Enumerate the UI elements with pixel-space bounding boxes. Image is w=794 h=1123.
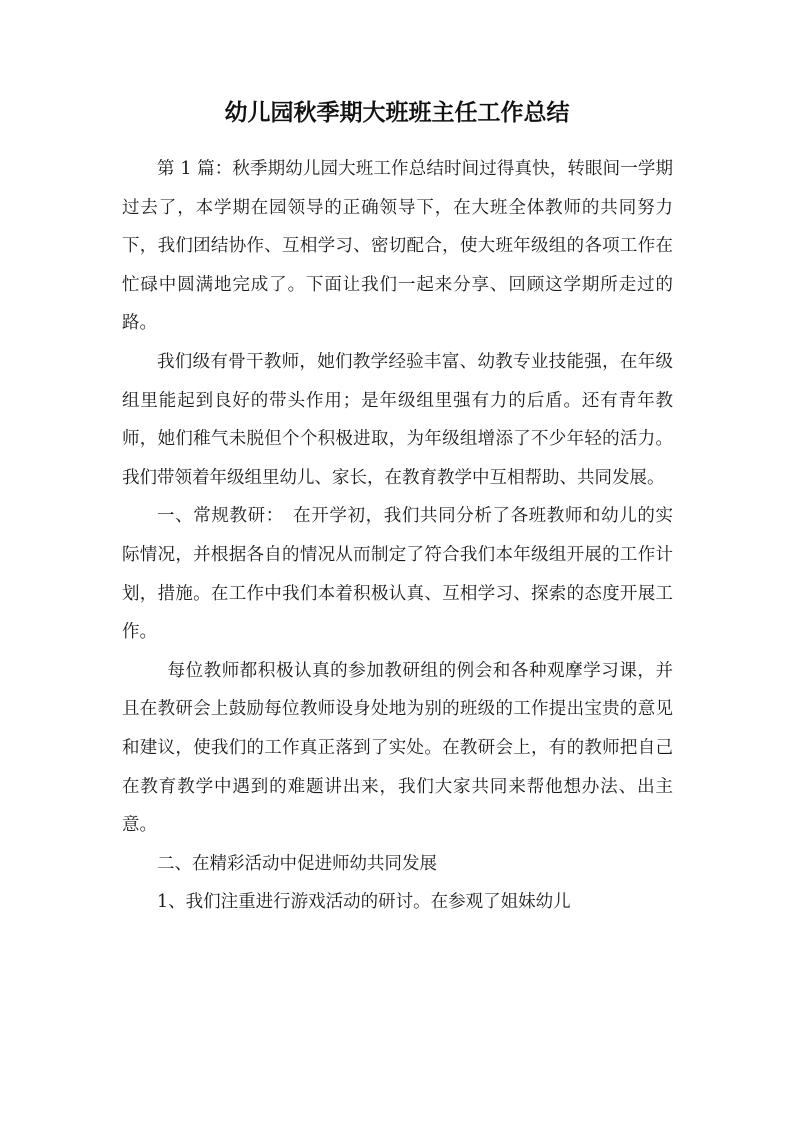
- document-body: [122, 150, 673, 922]
- paragraph-3: 一、常规教研： 在开学初，我们共同分析了各班教师和幼儿的实际情况，并根据各自的情况从而制定了符合我们本年级组开展的工作计划，措施。在工作中我们本着积极认真、互相学习、探索的态度开展工作。: [122, 506, 673, 643]
- paragraph-1: 第 1 篇：秋季期幼儿园大班工作总结时间过得真快，转眼间一学期过去了，本学期在园领导的正确领导下，在大班全体教师的共同努力下，我们团结协作、互相学习、密切配合，使大班年级组的各项工作在忙碌中圆满地完成了。下面让我们一起来分享、回顾这学期所走过的路。: [122, 159, 673, 334]
- paragraph-2: 我们级有骨干教师，她们教学经验丰富、幼教专业技能强，在年级组里能起到良好的带头作用；是年级组里强有力的后盾。还有青年教师，她们稚气未脱但个个积极进取，为年级组增添了不少年轻的活力。我们带领着年级组里幼儿、家长，在教育教学中互相帮助、共同发展。: [122, 351, 673, 488]
- paragraph-4: 每位教师都积极认真的参加教研组的例会和各种观摩学习课，并且在教研会上鼓励每位教师设身处地为别的班级的工作提出宝贵的意见和建议，使我们的工作真正落到了实处。在教研会上，有的教师把自己在教育教学中遇到的难题讲出来，我们大家共同来帮他想办法、出主意。: [122, 660, 673, 836]
- paragraph-6: 1、我们注重进行游戏活动的研讨。在参观了姐妹幼儿: [157, 892, 571, 913]
- document-title: 幼儿园秋季期大班班主任工作总结: [224, 100, 570, 126]
- section-heading-2: 二、在精彩活动中促进师幼共同发展: [157, 853, 437, 874]
